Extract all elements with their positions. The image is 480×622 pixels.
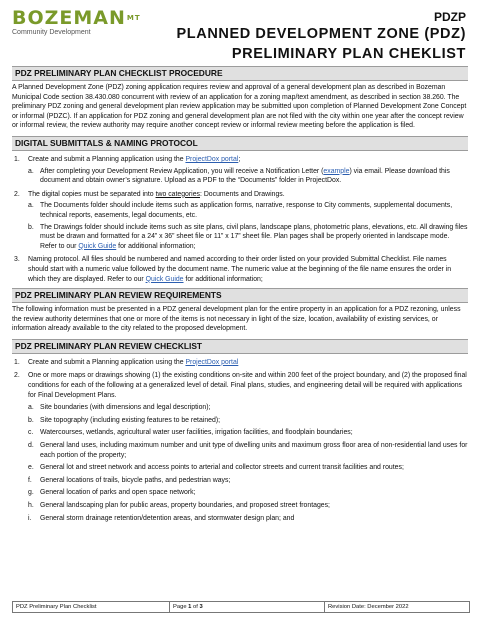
page-title-line2: PRELIMINARY PLAN CHEKLIST	[231, 46, 466, 62]
digital-heading: DIGITAL SUBMITTALS & NAMING PROTOCOL	[12, 136, 468, 151]
footer-page: Page 1 of 3	[170, 602, 325, 612]
requirements-text: The following information must be presented in a PDZ general development plan for the entire property in an application for a PDZ rezoning, unless the review authority determines that one or more of the items is not necessary in light of the size, location, availability of existing services, or information already available to the city related to the proposed development.	[12, 306, 461, 333]
list-item: 2. One or more maps or drawings showing (1) the existing conditions on-site and within 200 feet of the project boundary, and (2) the proposed final conditions for each of the following at a generalized level of detail. Final plans, studies, and engineering detail will be required with applications for Final Development Plans.	[14, 372, 467, 399]
list-item: a. Site boundaries (with dimensions and legal description);	[28, 404, 211, 412]
logo-mt: MT	[126, 14, 141, 22]
list-item: 1. Create and submit a Planning application using the ProjectDox portal	[14, 358, 239, 366]
list-item: d. General land uses, including maximum number and unit type of dwelling units and maximum gross floor area of non-residential land uses for each portion of the property;	[28, 442, 468, 459]
bozeman-logo	[12, 8, 141, 36]
list-item: c. Watercourses, wetlands, agricultural water user facilities, irrigation facilities, and floodplain boundaries;	[28, 429, 353, 437]
list-item: e. General lot and street network and access points to arterial and collector streets and current transit facilities and routes;	[28, 464, 404, 472]
quick-guide-link[interactable]: Quick Guide	[145, 275, 184, 283]
procedure-text: A Planned Development Zone (PDZ) zoning application requires review and approval of a general development plan as described in Bozeman Municipal Code section 38.430.080 concurrent with review of an application for a zoning map/text amendment, as described in section 38.260. The preliminary PDZ zoning and general development plan review application may be submitted upon completion of Planned Development Zone Concept or informal (PDZC). If an application for PDZ zoning and general development plan are not filed with the city within one year after the concept review or informal review, the review authority may require another concept review or informal review meeting before the application is filed.	[12, 84, 467, 130]
procedure-heading: PDZ PRELIMINARY PLAN CHECKLIST PROCEDURE	[12, 66, 468, 81]
list-item: i. General storm drainage retention/detention areas, and stormwater design plan; and	[28, 514, 295, 522]
checklist-list	[12, 358, 468, 523]
list-item: 2. The digital copies must be separated into two categories: Documents and Drawings.	[14, 190, 285, 198]
list-item: b. Site topography (including existing features to be retained);	[28, 416, 221, 424]
list-item: a. After completing your Development Review Application, you will receive a Notification Letter (example) via email. Please download this document and obtain owner’s signature. Upload as a PDF to the “Documents” folder in ProjectDox.	[28, 167, 450, 185]
footer-doc-name: PDZ Preliminary Plan Checklist	[13, 602, 170, 612]
footer-revision-date: Revision Date: December 2022	[328, 604, 409, 610]
requirements-heading: PDZ PRELIMINARY PLAN REVIEW REQUIREMENTS	[12, 288, 468, 303]
list-item: 1. Create and submit a Planning application using the ProjectDox portal;	[14, 155, 241, 163]
page-footer	[12, 601, 470, 613]
list-item: 3. Naming protocol. All files should be numbered and named according to their order listed on your provided Submittal Checklist. File names should start with a numeric value followed by the document name. The numeric value at the beginning of the file name ensures the order in which they are displayed. Refer to our Quick Guide for additional information;	[14, 256, 452, 283]
quick-guide-link[interactable]: Quick Guide	[78, 242, 117, 250]
checklist-heading: PDZ PRELIMINARY PLAN REVIEW CHECKLIST	[12, 339, 468, 354]
list-item: h. General landscaping plan for public areas, property boundaries, and proposed street frontages;	[28, 502, 330, 509]
checklist-sublist	[28, 403, 468, 523]
list-item: g. General location of parks and open space network;	[28, 489, 196, 497]
digital-list	[12, 155, 468, 284]
document-body	[12, 66, 468, 523]
form-code: PDZP	[433, 10, 466, 24]
example-link[interactable]: example	[323, 167, 350, 175]
page-title-line1: PLANNED DEVELOPMENT ZONE (PDZ)	[176, 26, 466, 42]
logo-subtitle: Community Development	[12, 29, 91, 36]
list-item: f. General locations of trails, bicycle paths, and pedestrian ways;	[28, 476, 231, 484]
page-header	[0, 0, 480, 66]
logo-wordmark: BOZEMAN	[12, 7, 126, 29]
projectdox-link[interactable]: ProjectDox portal	[185, 155, 239, 163]
projectdox-link[interactable]: ProjectDox portal	[185, 358, 239, 366]
list-item: b. The Drawings folder should include items such as site plans, civil plans, landscape plans, photometric plans, elevations, etc. All drawing files must be drawn and formatted for a 24” x 36” sheet file or 11” x 17” sheet file. Plan pages shall be properly oriented in landscape mode. Refer to our Quick Guide for additional information;	[28, 223, 468, 250]
list-item: a. The Documents folder should include items such as application forms, narrative, response to City comments, supplemental documents, technical reports, easements, legal documents, etc.	[28, 202, 453, 219]
